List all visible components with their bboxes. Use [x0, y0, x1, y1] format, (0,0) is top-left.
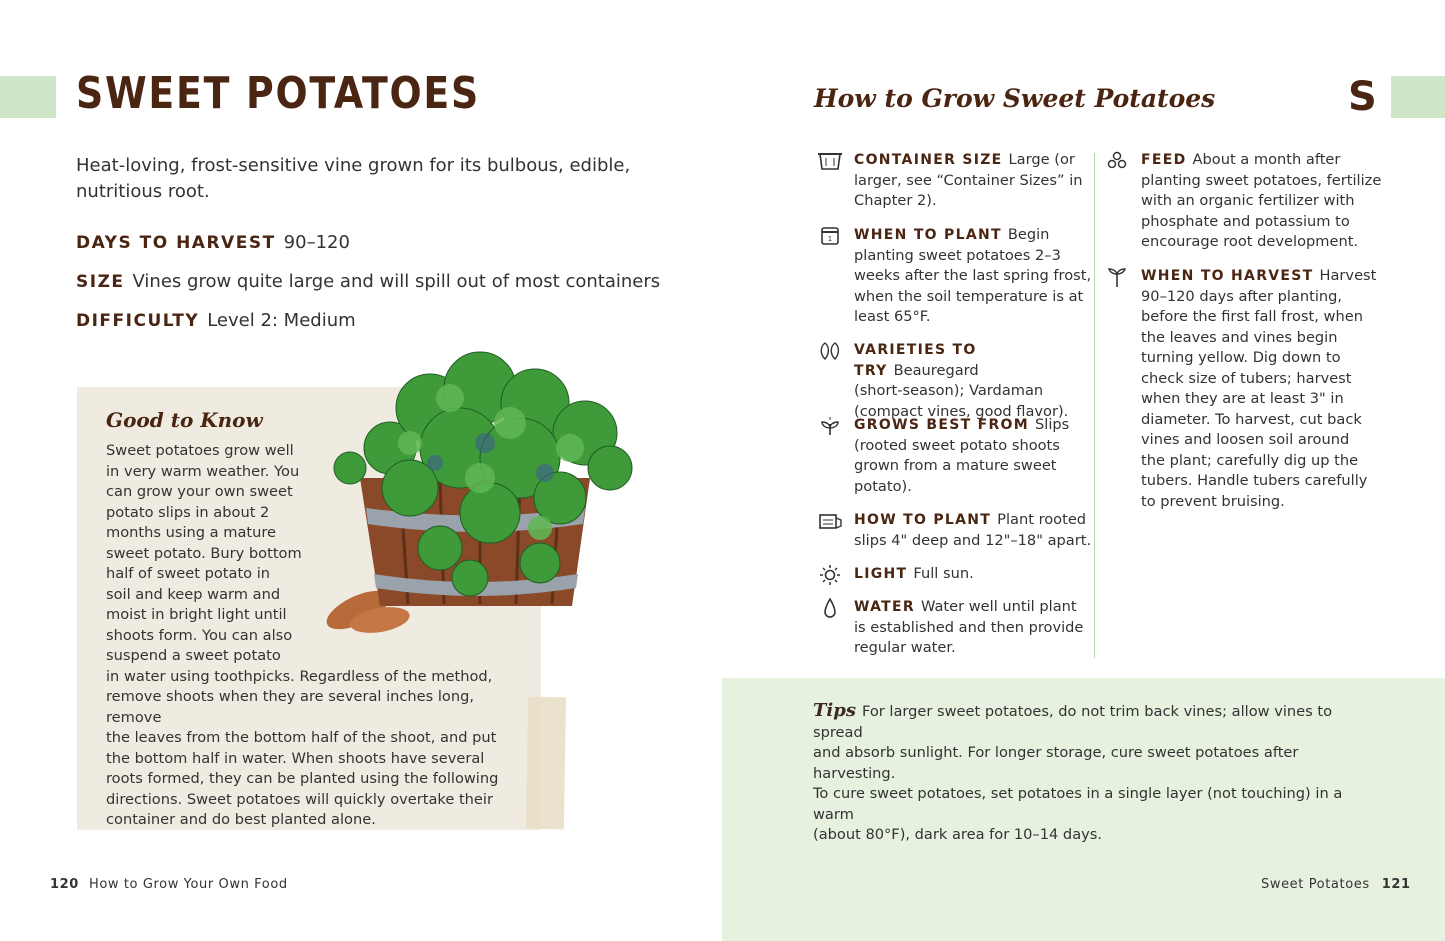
info-text: is established and then provide	[854, 618, 1084, 636]
info-text: Plant rooted	[997, 511, 1087, 528]
footer-right	[1261, 877, 1411, 892]
info-text: planting sweet potatoes 2–3	[854, 246, 1061, 264]
info-text: Water well until plant	[920, 598, 1077, 615]
info-label: GROWS BEST FROM	[854, 417, 1029, 433]
text-line: sweet potato. Bury bottom	[106, 544, 302, 562]
svg-text:1: 1	[827, 235, 833, 243]
stat-difficulty	[76, 310, 356, 331]
page-title: SWEET POTATOES	[76, 68, 480, 119]
info-text: Begin	[1007, 226, 1050, 243]
info-text: when they are at least 3" in	[1141, 390, 1344, 407]
tips-line: and absorb sunlight. For longer storage, cure sweet potatoes after harvesting.	[813, 744, 1299, 782]
info-label: FEED	[1141, 152, 1187, 168]
stat-value: Level 2: Medium	[207, 310, 356, 331]
good-to-know-title: Good to Know	[106, 408, 263, 432]
info-text: before the first fall frost, when	[1141, 308, 1363, 325]
info-text: (rooted sweet potato shoots	[854, 436, 1060, 454]
text-line: container and do best planted alone.	[106, 811, 376, 828]
info-column-2	[1104, 150, 1384, 530]
info-text: vines and loosen soil around	[1141, 431, 1350, 448]
info-text: Large (or	[1008, 151, 1075, 168]
info-text: Slips	[1035, 416, 1070, 433]
seed-packet-icon	[817, 511, 843, 531]
page-number: 120	[50, 877, 79, 892]
tips-line: (about 80°F), dark area for 10–14 days.	[813, 826, 1103, 843]
info-text: to prevent bruising.	[1141, 492, 1285, 510]
info-label: WHEN TO PLANT	[854, 227, 1002, 243]
stat-label: DAYS TO HARVEST	[76, 233, 276, 253]
text-line: soil and keep warm and	[106, 585, 281, 603]
info-text: grown from a mature sweet	[854, 457, 1057, 474]
fertilizer-icon	[1104, 151, 1130, 171]
info-text: (compact vines, good flavor).	[854, 402, 1069, 420]
text-line: potato slips in about 2	[106, 503, 270, 521]
alphabet-letter: S	[1348, 74, 1377, 120]
leaves-icon	[817, 341, 843, 361]
sun-icon	[817, 565, 843, 585]
sprout-icon	[817, 416, 843, 436]
tape-decoration	[526, 697, 566, 830]
section-name: Sweet Potatoes	[1261, 877, 1370, 892]
info-text: when the soil temperature is at	[854, 287, 1084, 305]
footer-left	[50, 877, 288, 892]
info-text: the plant; carefully dig up the	[1141, 451, 1359, 469]
info-text: turning yellow. Dig down to	[1141, 349, 1341, 366]
stat-size	[76, 271, 660, 292]
info-text: encourage root development.	[1141, 233, 1359, 250]
info-text: weeks after the last spring frost,	[854, 267, 1092, 284]
info-label: CONTAINER SIZE	[854, 152, 1003, 168]
info-text: tubers. Handle tubers carefully	[1141, 472, 1368, 489]
info-text: Full sun.	[913, 565, 974, 582]
info-label: WATER	[854, 599, 915, 615]
info-text: least 65°F.	[854, 308, 931, 325]
info-column-1	[817, 150, 1092, 670]
tips-label: Tips	[813, 700, 856, 721]
text-line: in very warm weather. You	[106, 462, 300, 480]
page-number: 121	[1381, 877, 1411, 892]
text-line: shoots form. You can also	[106, 626, 293, 644]
text-line: Sweet potatoes grow well	[106, 442, 294, 459]
info-text: check size of tubers; harvest	[1141, 369, 1352, 387]
info-text: Harvest	[1319, 267, 1377, 284]
text-line: months using a mature	[106, 524, 277, 541]
calendar-icon	[817, 226, 843, 246]
info-text: 90–120 days after planting,	[1141, 287, 1343, 305]
text-line: remove shoots when they are several inches long, remove	[106, 688, 475, 726]
info-text: the leaves and vines begin	[1141, 328, 1338, 346]
container-icon	[817, 151, 843, 171]
stat-value: 90–120	[283, 232, 350, 253]
stat-days-to-harvest	[76, 232, 350, 253]
info-label: VARIETIES TO TRY	[854, 342, 977, 379]
tips-text	[813, 701, 1373, 846]
tips-line: To cure sweet potatoes, set potatoes in a single layer (not touching) in a warm	[813, 785, 1343, 823]
header-color-tab-right	[1391, 76, 1445, 118]
stat-label: DIFFICULTY	[76, 311, 200, 331]
section-title: How to Grow Sweet Potatoes	[814, 84, 1216, 113]
book-title: How to Grow Your Own Food	[88, 877, 288, 892]
info-text: phosphate and potassium to	[1141, 212, 1350, 230]
intro-text: Heat-loving, frost-sensitive vine grown for its bulbous, edible, nutritious root.	[76, 155, 631, 202]
info-text: Chapter 2).	[854, 192, 937, 209]
info-text: About a month after	[1192, 151, 1341, 168]
stat-value: Vines grow quite large and will spill out of most containers	[132, 271, 661, 292]
column-divider	[1094, 153, 1095, 658]
info-text: (short-season); Vardaman	[854, 382, 1044, 399]
text-line: in water using toothpicks. Regardless of the method,	[106, 667, 493, 685]
info-text: larger, see “Container Sizes” in	[854, 171, 1083, 189]
info-label: LIGHT	[854, 566, 908, 582]
info-text: regular water.	[854, 639, 956, 656]
text-line: roots formed, they can be planted using the following	[106, 770, 499, 787]
text-line: the leaves from the bottom half of the shoot, and put	[106, 729, 497, 746]
text-line: the bottom half in water. When shoots have several	[106, 749, 485, 767]
info-text: potato).	[854, 477, 912, 495]
stat-label: SIZE	[76, 272, 125, 292]
text-line: moist in bright light until	[106, 606, 287, 623]
info-text: diameter. To harvest, cut back	[1141, 410, 1362, 428]
info-text: Beauregard	[893, 361, 979, 379]
sweet-potato-plant-illustration	[310, 348, 640, 648]
water-drop-icon	[817, 598, 843, 618]
info-label: HOW TO PLANT	[854, 512, 992, 528]
info-label: WHEN TO HARVEST	[1141, 268, 1314, 284]
text-line: can grow your own sweet	[106, 483, 293, 500]
header-color-tab-left	[0, 76, 56, 118]
text-line: half of sweet potato in	[106, 565, 271, 582]
text-line: directions. Sweet potatoes will quickly overtake their	[106, 790, 493, 808]
info-text: slips 4" deep and 12"–18" apart.	[854, 531, 1092, 549]
info-text: with an organic fertilizer with	[1141, 192, 1355, 209]
harvest-icon	[1104, 267, 1130, 287]
text-line: suspend a sweet potato	[106, 647, 281, 664]
info-text: planting sweet potatoes, fertilize	[1141, 171, 1382, 189]
tips-line: For larger sweet potatoes, do not trim back vines; allow vines to spread	[813, 703, 1333, 741]
